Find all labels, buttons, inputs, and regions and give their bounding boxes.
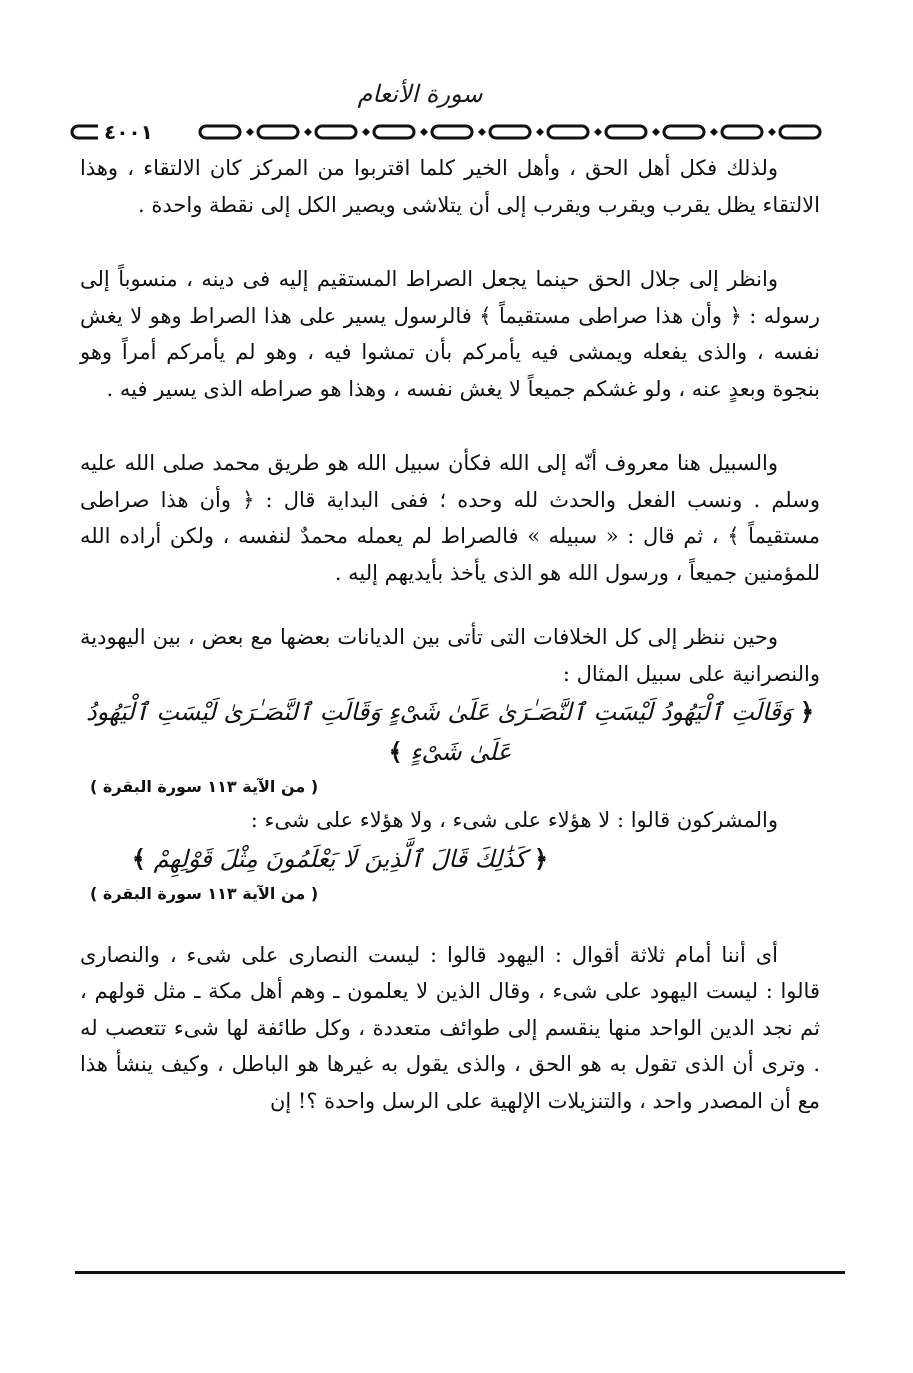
verse-close-bracket: ﴾ [131, 843, 146, 873]
verse-2-text: كَذَٰلِكَ قَالَ ٱلَّذِينَ لَا يَعْلَمُونَ مِثْلَ قَوْلِهِمْ [153, 844, 527, 873]
verse-open-bracket: ﴿ [799, 697, 815, 726]
paragraph-6: أى أننا أمام ثلاثة أقوال : اليهود قالوا : ليست النصارى على شىء ، والنصارى قالوا : ليست اليهود على شىء ، وقال الذين لا يعلمون ـ وهم أهل مكة ـ مثل قولهم ، ثم نجد الدين الواحد منها ينقسم إلى طوائف متعددة ، وكل طائفة لها شىء تتعصب له . وترى أن الذى تقول به هو الحق ، والذى يقول به غيرها هو الباطل ، وكيف ينشأ هذا مع أن المصدر واحد ، والتنزيلات الإلهية على الرسل واحدة ؟! إن [80, 942, 820, 1113]
quran-verse-1 [80, 692, 820, 772]
verse-close-bracket: ﴾ [388, 737, 403, 766]
verse-1-reference: ( من الآية ١١٣ سورة البقرة ) [90, 777, 319, 796]
verse-1-text: وَقَالَتِ ٱلْيَهُودُ لَيْسَتِ ٱلنَّصَـٰرَىٰ عَلَىٰ شَىْءٍ وَقَالَتِ ٱلنَّصَـٰرَىٰ لَيْسَتِ ٱلْيَهُودُ عَلَىٰ شَىْءٍ [85, 698, 793, 766]
page-body [80, 150, 820, 1119]
decorative-chain-border [70, 120, 832, 144]
surah-title: سورة الأنعام [357, 80, 483, 108]
footer-rule [75, 1271, 845, 1274]
paragraph-2: وانظر إلى جلال الحق حينما يجعل الصراط المستقيم إليه فى دينه ، منسوباً إلى رسوله : ﴿ وأن هذا صراطى مستقيماً ﴾ فالرسول يسير على هذا الصراط وهو لا يغش نفسه ، والذى يفعله ويمشى فيه يأمركم بأن تمشوا فيه ، وهو لم يأمركم أمراً وهو بنجوة وبعدٍ عنه ، ولو غشكم جميعاً لا يغش نفسه ، وهذا هو صراطه الذى يسير فيه . [80, 267, 820, 401]
paragraph-1: ولذلك فكل أهل الحق ، وأهل الخير كلما اقتربوا من المركز كان الالتقاء ، وهذا الالتقاء يظل يقرب ويقرب ويقرب إلى أن يتلاشى ويصير الكل إلى نقطة واحدة . [80, 156, 820, 217]
verse-2-reference: ( من الآية ١١٣ سورة البقرة ) [90, 883, 319, 903]
page-number: ٤٠٠١ [98, 120, 159, 144]
paragraph-5: والمشركون قالوا : لا هؤلاء على شىء ، ولا هؤلاء على شىء : [250, 808, 778, 832]
verse-open-bracket: ﴿ [534, 843, 549, 873]
quran-verse-2 [80, 839, 820, 879]
paragraph-4: وحين ننظر إلى كل الخلافات التى تأتى بين الديانات بعضها مع بعض ، بين اليهودية والنصرانية على سبيل المثال : [80, 625, 820, 686]
paragraph-3: والسبيل هنا معروف أنّه إلى الله فكأن سبيل الله هو طريق محمد صلى الله عليه وسلم . ونسب الفعل والحدث لله وحده ؛ ففى البداية قال : ﴿ وأن هذا صراطى مستقيماً ﴾ ، ثم قال : « سبيله » فالصراط لم يعمله محمدٌ لنفسه ، ولكن أراده الله للمؤمنين جميعاً ، ورسول الله هو الذى يأخذ بأيديهم إليه . [80, 451, 820, 585]
